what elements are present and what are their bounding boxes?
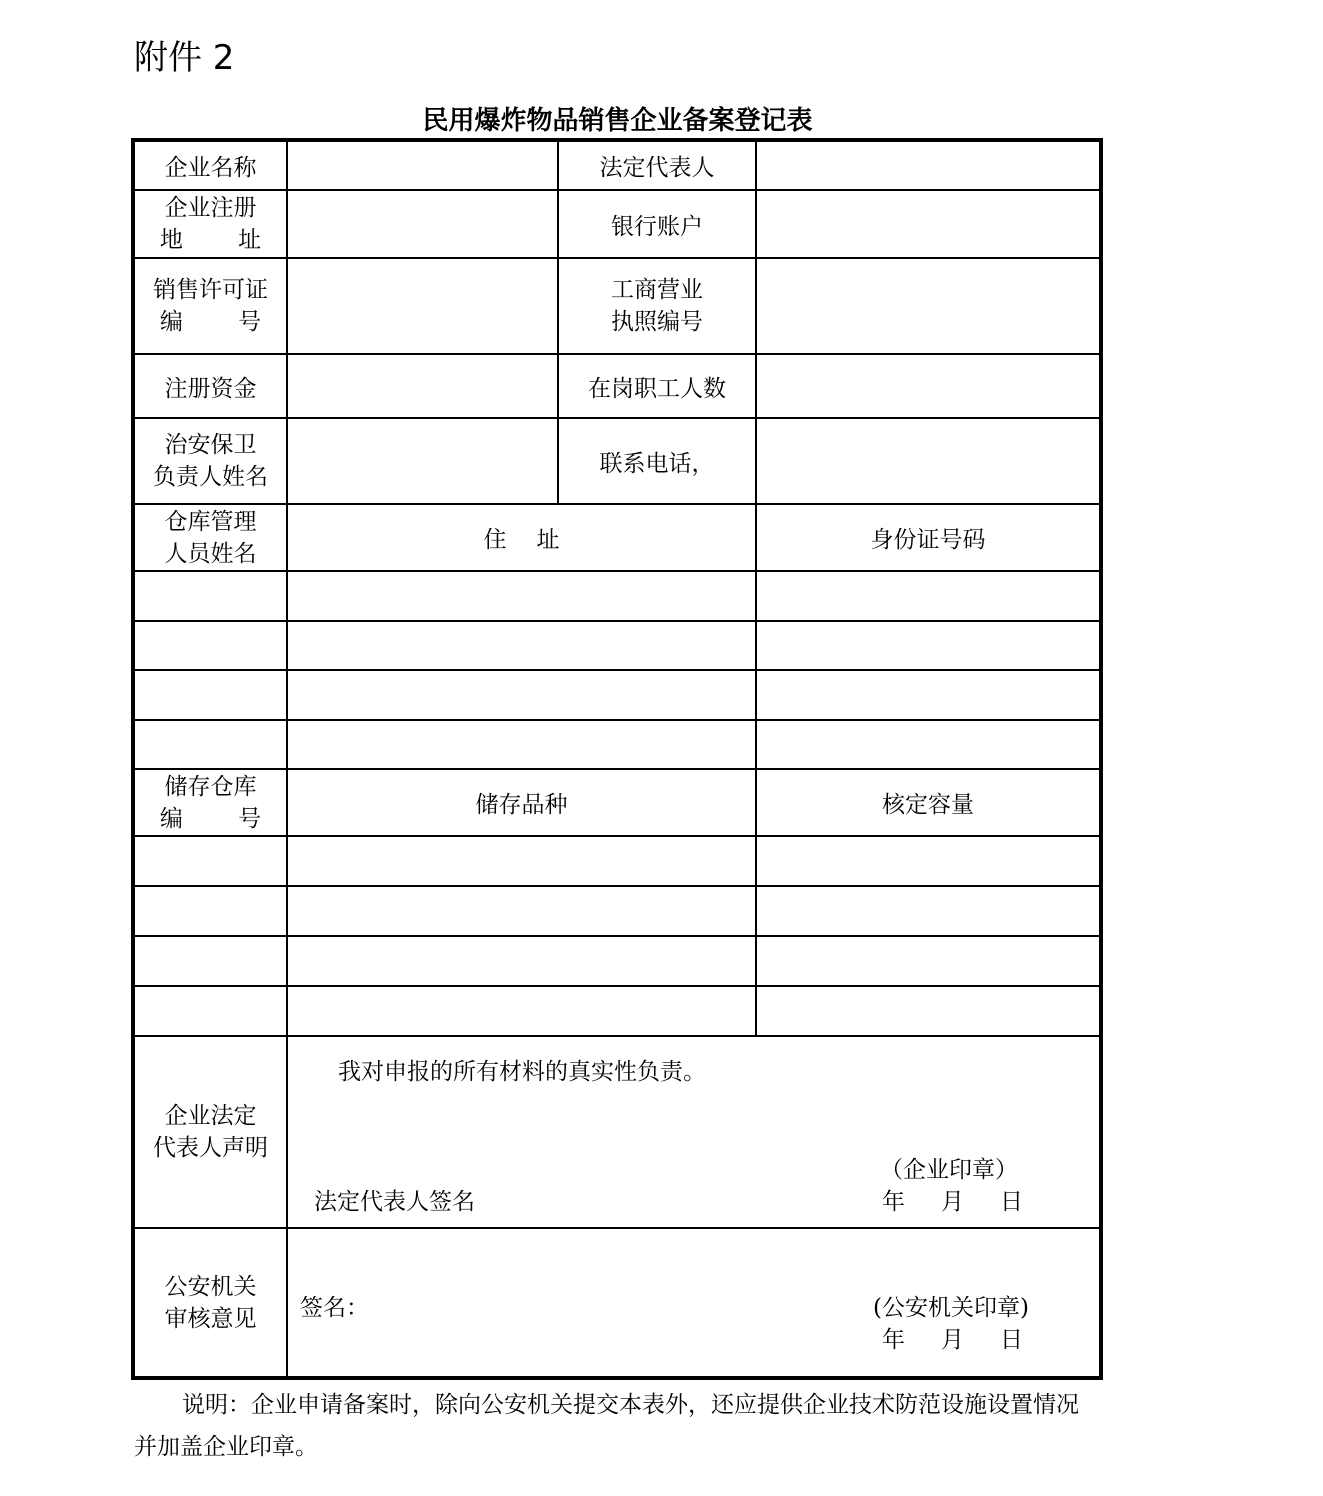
rated-capacity-cell[interactable] — [756, 936, 1101, 986]
row-declaration — [133, 1036, 1101, 1228]
staff-address-cell[interactable] — [287, 621, 756, 670]
row-warehouse-staff-header — [133, 504, 1101, 571]
col-header-address-char2: 址 — [536, 527, 560, 553]
date-year: 年 — [882, 1189, 905, 1215]
sales-license-label — [133, 258, 287, 354]
warehouse-staff-label-line2: 人员姓名 — [164, 540, 257, 567]
col-header-address-char1: 住 — [483, 527, 507, 553]
date-month: 月 — [941, 1189, 964, 1215]
declaration-cell[interactable] — [287, 1036, 1101, 1228]
sales-license-label-char1: 编 — [159, 309, 183, 335]
rated-capacity-cell[interactable] — [756, 886, 1101, 936]
warehouse-number-cell[interactable] — [133, 986, 287, 1036]
staff-address-cell[interactable] — [287, 670, 756, 720]
security-officer-label-line1: 治安保卫 — [164, 432, 257, 458]
staff-name-cell[interactable] — [133, 720, 287, 769]
date-year: 年 — [882, 1327, 905, 1353]
declaration-label-line2: 代表人声明 — [153, 1135, 268, 1161]
col-header-address — [287, 504, 756, 571]
bank-account-field[interactable] — [756, 190, 1101, 258]
storage-variety-cell[interactable] — [287, 886, 756, 936]
sales-license-label-line1: 销售许可证 — [153, 277, 268, 303]
reg-capital-field[interactable] — [287, 354, 558, 418]
staff-address-cell[interactable] — [287, 720, 756, 769]
declaration-label-line1: 企业法定 — [164, 1103, 257, 1129]
review-cell[interactable] — [287, 1228, 1101, 1378]
warehouse-staff-row — [133, 670, 1101, 720]
storage-warehouse-label-char1: 编 — [159, 805, 183, 832]
row-review — [133, 1228, 1101, 1378]
biz-license-field[interactable] — [756, 258, 1101, 354]
registration-form-table — [131, 138, 1103, 1380]
storage-variety-cell[interactable] — [287, 986, 756, 1036]
col-header-rated-capacity: 核定容量 — [756, 769, 1101, 836]
warehouse-number-cell[interactable] — [133, 936, 287, 986]
biz-license-label-line1: 工商营业 — [611, 277, 703, 303]
company-name-field[interactable] — [287, 140, 558, 190]
staff-count-label: 在岗职工人数 — [558, 354, 756, 418]
declaration-label — [133, 1036, 287, 1228]
row-company-name — [133, 140, 1101, 190]
storage-variety-cell[interactable] — [287, 836, 756, 886]
reg-capital-label: 注册资金 — [133, 354, 287, 418]
company-seal-label: （企业印章） — [880, 1157, 1018, 1183]
attachment-label: 附件 2 — [134, 38, 235, 78]
rated-capacity-cell[interactable] — [756, 836, 1101, 886]
review-date — [882, 1321, 1023, 1354]
staff-address-cell[interactable] — [287, 571, 756, 621]
date-day: 日 — [1000, 1189, 1023, 1215]
company-name-label: 企业名称 — [133, 140, 287, 190]
review-label-line1: 公安机关 — [164, 1273, 257, 1300]
staff-id-cell[interactable] — [756, 670, 1101, 720]
warehouse-staff-label-line1: 仓库管理 — [164, 508, 257, 535]
sales-license-label-char2: 号 — [238, 309, 262, 335]
date-month: 月 — [941, 1327, 964, 1353]
sales-license-field[interactable] — [287, 258, 558, 354]
staff-id-cell[interactable] — [756, 720, 1101, 769]
reg-address-label-char2: 址 — [238, 227, 262, 253]
warehouse-staff-label — [133, 504, 287, 571]
staff-name-cell[interactable] — [133, 670, 287, 720]
warehouse-number-cell[interactable] — [133, 886, 287, 936]
police-seal-label: (公安机关印章) — [873, 1295, 1029, 1321]
legal-rep-label: 法定代表人 — [558, 140, 756, 190]
footnote: 说明：企业申请备案时，除向公安机关提交本表外，还应提供企业技术防范设施设置情况并加盖企业印章。 — [134, 1392, 1079, 1460]
review-label-line2: 审核意见 — [164, 1305, 257, 1332]
form-title: 民用爆炸物品销售企业备案登记表 — [422, 106, 813, 136]
warehouse-number-cell[interactable] — [133, 836, 287, 886]
phone-field[interactable] — [756, 418, 1101, 504]
storage-row — [133, 836, 1101, 886]
reg-address-field[interactable] — [287, 190, 558, 258]
row-license — [133, 258, 1101, 354]
row-reg-address — [133, 190, 1101, 258]
col-header-id-number: 身份证号码 — [756, 504, 1101, 571]
date-day: 日 — [1000, 1327, 1023, 1353]
security-officer-label — [133, 418, 287, 504]
storage-warehouse-label-char2: 号 — [238, 805, 262, 832]
row-security — [133, 418, 1101, 504]
staff-id-cell[interactable] — [756, 621, 1101, 670]
row-storage-header — [133, 769, 1101, 836]
storage-variety-cell[interactable] — [287, 936, 756, 986]
biz-license-label-line2: 执照编号 — [611, 309, 703, 335]
declaration-date — [882, 1183, 1023, 1216]
storage-row — [133, 936, 1101, 986]
storage-row — [133, 986, 1101, 1036]
staff-name-cell[interactable] — [133, 571, 287, 621]
staff-count-field[interactable] — [756, 354, 1101, 418]
storage-row — [133, 886, 1101, 936]
reg-address-label — [133, 190, 287, 258]
staff-id-cell[interactable] — [756, 571, 1101, 621]
declaration-statement: 我对申报的所有材料的真实性负责。 — [338, 1059, 706, 1085]
row-capital — [133, 354, 1101, 418]
reg-address-label-line1: 企业注册 — [164, 195, 257, 221]
col-header-storage-variety: 储存品种 — [287, 769, 756, 836]
reg-address-label-char1: 地 — [159, 227, 183, 253]
biz-license-label — [558, 258, 756, 354]
security-officer-label-line2: 负责人姓名 — [153, 464, 268, 490]
review-signature-label: 签名： — [300, 1295, 369, 1321]
storage-warehouse-label — [133, 769, 287, 836]
staff-name-cell[interactable] — [133, 621, 287, 670]
legal-rep-field[interactable] — [756, 140, 1101, 190]
legal-rep-signature-label: 法定代表人签名 — [314, 1189, 475, 1215]
security-officer-field[interactable] — [287, 418, 558, 504]
bank-account-label: 银行账户 — [558, 190, 756, 258]
warehouse-staff-row — [133, 571, 1101, 621]
rated-capacity-cell[interactable] — [756, 986, 1101, 1036]
warehouse-staff-row — [133, 720, 1101, 769]
review-label — [133, 1228, 287, 1378]
phone-label: 联系电话， — [558, 418, 756, 504]
warehouse-staff-row — [133, 621, 1101, 670]
storage-warehouse-label-line1: 储存仓库 — [164, 773, 257, 800]
